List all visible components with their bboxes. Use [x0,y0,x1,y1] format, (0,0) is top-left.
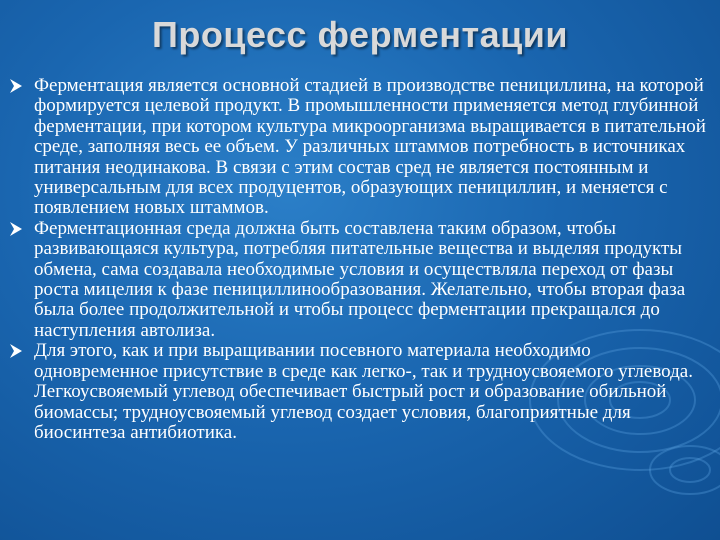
arrowhead-bullet-icon [8,77,24,95]
arrowhead-bullet-icon [8,220,24,238]
list-item [8,219,713,341]
list-item-text: Для этого, как и при выращивании посевного материала необходимо одновременное присутствие в среде как легко-, так и трудноусвояемого углевода. Легкоусвояемый углевод обеспечивает быстрый рост и образование обильной биомассы; трудноусвояемый углевод создает условия, благоприятные для биосинтеза антибиотика. [34,340,693,443]
slide-title: Процесс ферментации [151,14,569,55]
arrowhead-bullet-icon [8,342,24,360]
list-item [8,76,713,219]
list-item-text: Ферментационная среда должна быть составлена таким образом, чтобы развивающаяся культура, потребляя питательные вещества и выделяя продукты обмена, сама создавала необходимые условия и осуществляла переход от фазы роста мицелия к фазе пенициллинообразования. Желательно, чтобы вторая фаза была более продолжительной и чтобы процесс ферментации прекращался до наступления автолиза. [34,217,686,341]
list-item [8,341,713,443]
list-item-text: Ферментация является основной стадией в производстве пенициллина, на которой формируется целевой продукт. В промышленности применяется метод глубинной ферментации, при котором культура микроорганизма выращивается в питательной среде, заполняя весь ее объем. У различных штаммов потребность в источниках питания неодинакова. В связи с этим состав сред не является постоянным и универсальным для всех продуцентов, образующих пенициллин, и меняется с появлением новых штаммов. [34,75,706,219]
bullet-list [8,76,713,443]
